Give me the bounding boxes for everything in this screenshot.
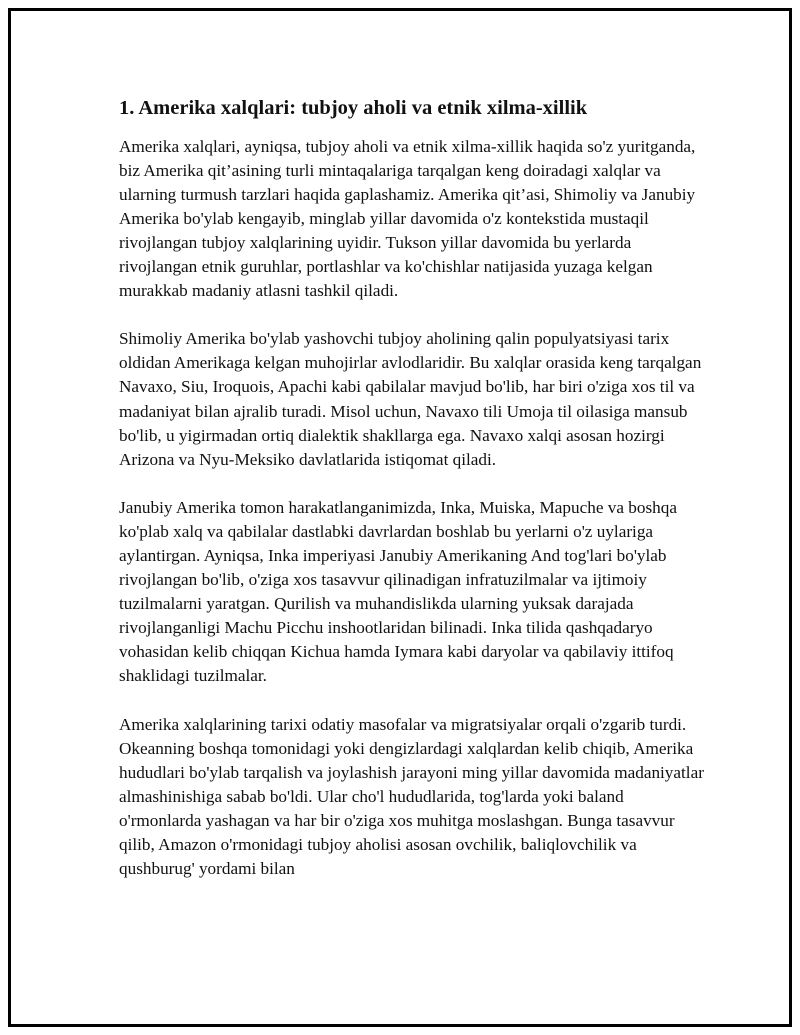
page-frame [8, 8, 792, 1027]
paragraph-2: Shimoliy Amerika bo'ylab yashovchi tubjoy aholining qalin populyatsiyasi tarix oldidan Amerikaga kelgan muhojirlar avlodlaridir. Bu xalqlar orasida keng tarqalgan Navaxo, Siu, Iroquois, Apachi kabi qabilalar mavjud bo'lib, har biri o'ziga xos til va madaniyat bilan ajralib turadi. Misol uchun, Navaxo tili Umoja til oilasiga mansub bo'lib, u yigirmadan ortiq dialektik shakllarga ega. Navaxo xalqi asosan hozirgi Arizona va Nyu-Meksiko davlatlarida istiqomat qiladi. [119, 329, 702, 469]
document-body [119, 96, 704, 905]
section-heading: 1. Amerika xalqlari: tubjoy aholi va etnik xilma-xillik [119, 97, 588, 119]
paragraph-4: Amerika xalqlarining tarixi odatiy masofalar va migratsiyalar orqali o'zgarib turdi. Okeanning boshqa tomonidagi yoki dengizlardagi xalqlardan kelib chiqib, Amerika hududlari bo'ylab tarqalish va joylashish jarayoni ming yillar davomida madaniyatlar almashinishiga sabab bo'ldi. Ular cho'l hududlarida, tog'larda yoki baland o'rmonlarda yashagan va har bir o'ziga xos muhitga moslashgan. Bunga tasavvur qilib, Amazon o'rmonidagi tubjoy aholisi asosan ovchilik, baliqlovchilik va qushburug' yordami bilan [119, 714, 704, 879]
paragraph-3: Janubiy Amerika tomon harakatlanganimizda, Inka, Muiska, Mapuche va boshqa ko'plab xalq va qabilalar dastlabki davrlardan boshlab bu yerlarni o'z uylariga aylantirgan. Ayniqsa, Inka imperiyasi Janubiy Amerikaning And tog'lari bo'ylab rivojlangan bo'lib, o'ziga xos tasavvur qilinadigan infratuzilmalar va ijtimoiy tuzilmalarni yaratgan. Qurilish va muhandislikda ularning yuksak darajada rivojlanganligi Machu Picchu inshootlaridan bilinadi. Inka tilida qashqadaryo vohasidan kelib chiqqan Kichua hamda Iymara kabi daryolar va qabilaviy ittifoq shaklidagi tuzilmalar. [119, 497, 677, 686]
paragraph-1: Amerika xalqlari, ayniqsa, tubjoy aholi va etnik xilma-xillik haqida so'z yuritganda, biz Amerika qit’asining turli mintaqalariga tarqalgan keng doiradagi xalqlar va ularning turmush tarzlari haqida gaplashamiz. Amerika qit’asi, Shimoliy va Janubiy Amerika bo'ylab kengayib, minglab yillar davomida o'z kontekstida mustaqil rivojlangan tubjoy xalqlarining uyidir. Tukson yillar davomida bu yerlarda rivojlangan etnik guruhlar, portlashlar va ko'chishlar natijasida yuzaga kelgan murakkab madaniy atlasni tashkil qiladi. [119, 136, 696, 301]
